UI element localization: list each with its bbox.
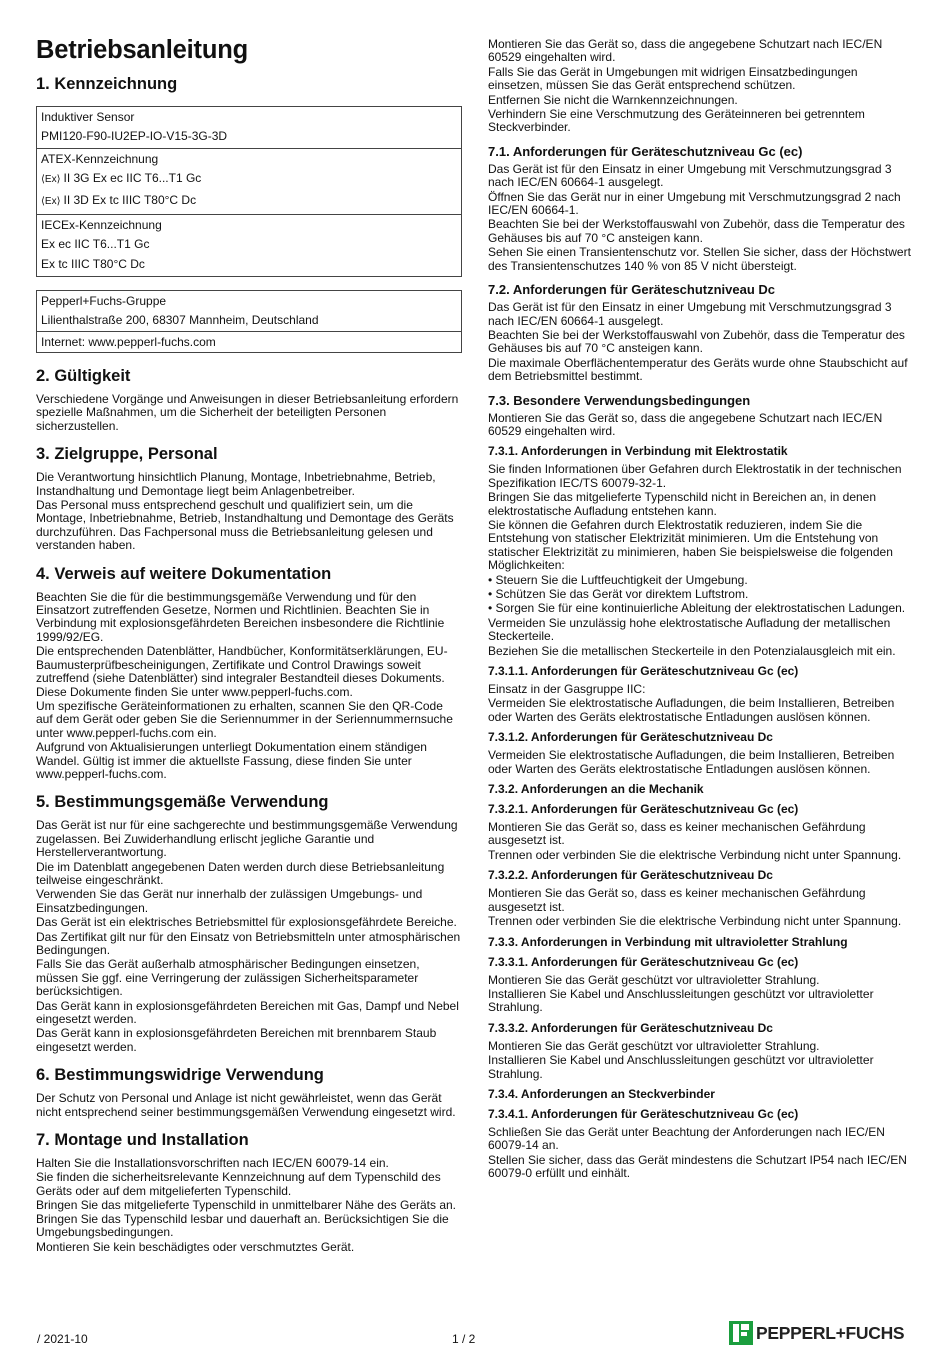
paragraph: Das Gerät ist nur für eine sachgerechte und bestimmungsgemäße Verwendung zugelassen. Bei Zuwiderhandlung erlischt jegliche Garantie und Herstellerverantwortung. — [36, 818, 458, 860]
paragraph: Halten Sie die Installationsvorschriften nach IEC/EN 60079-14 ein. — [36, 1156, 389, 1171]
marking-table — [36, 106, 462, 277]
paragraph: Falls Sie das Gerät außerhalb atmosphärischer Bedingungen einsetzen, müssen Sie ggf. eine Verringerung der zulässigen Sicherheitsparameter berücksichtigen. — [36, 957, 420, 999]
paragraph: Beachten Sie bei der Werkstoffauswahl von Zubehör, dass die Temperatur des Gehäuses bis auf 70 °C ansteigen kann. — [488, 217, 905, 245]
paragraph: Verschiedene Vorgänge und Anweisungen in dieser Betriebsanleitung erfordern spezielle Maßnahmen, um die Sicherheit der beteiligten Personen sicherzustellen. — [36, 392, 459, 433]
paragraph: Vermeiden Sie elektrostatische Aufladungen, die beim Installieren, Betreiben oder Warten des Geräts elektrostatische Entladungen auslösen können. — [488, 696, 895, 724]
section-7-1-heading: 7.1. Anforderungen für Geräteschutzniveau Gc (ec) — [488, 143, 803, 159]
bullet-item: • Schützen Sie das Gerät vor direktem Luftstrom. — [488, 587, 749, 601]
paragraph: Montieren Sie das Gerät geschützt vor ultravioletter Strahlung. — [488, 972, 820, 987]
logo-text: PEPPERL+FUCHS — [756, 1322, 905, 1343]
paragraph: Das Gerät ist für den Einsatz in einer Umgebung mit Verschmutzungsgrad 3 nach IEC/EN 60664-1 ausgelegt. — [488, 161, 892, 190]
paragraph: Beachten Sie bei der Werkstoffauswahl von Zubehör, dass die Temperatur des Gehäuses bis auf 70 °C ansteigen kann. — [488, 327, 905, 356]
paragraph: Montieren Sie das Gerät geschützt vor ultravioletter Strahlung. — [488, 1038, 820, 1053]
paragraph: Einsatz in der Gasgruppe IIC: — [488, 682, 646, 697]
paragraph: Das Gerät kann in explosionsgefährdeten Bereichen mit Gas, Dampf und Nebel eingesetzt werden. — [36, 998, 459, 1027]
paragraph: Trennen oder verbinden Sie die elektrische Verbindung nicht unter Spannung. — [488, 847, 902, 862]
paragraph: Die im Datenblatt angegebenen Daten werden durch diese Betriebsanleitung teilweise eingeschränkt. — [36, 859, 445, 887]
paragraph: Um spezifische Geräteinformationen zu erhalten, scannen Sie den QR-Code auf dem Gerät oder geben Sie die Seriennummer in der Seriennummernsuche unter www.pepperl-fuchs.com ein. — [36, 698, 453, 740]
company-logo — [729, 1320, 904, 1346]
paragraph: Aufgrund von Aktualisierungen unterliegt Dokumentation einem ständigen Wandel. Gültig ist immer die aktuellste Fassung, diese finden Sie unter www.pepperl-fuchs.com. — [36, 740, 427, 781]
sensor-label: Induktiver Sensor — [41, 110, 135, 124]
ex-icon: ⟨Ex⟩ — [41, 196, 61, 207]
paragraph: Installieren Sie Kabel und Anschlussleitungen geschützt vor ultravioletter Strahlung. — [488, 986, 874, 1015]
section-7-3-2-2-heading: 7.3.2.2. Anforderungen für Geräteschutzniveau Dc — [488, 868, 773, 883]
atex-gas-marking: ⟨Ex⟩ II 3G Ex ec IIC T6...T1 Gc — [41, 170, 202, 185]
iecex-gas-marking: Ex ec IIC T6...T1 Gc — [41, 236, 150, 251]
paragraph: Sehen Sie einen Transientenschutz vor. Stellen Sie sicher, dass der Höchstwert des Transientenschutzes 140 % von 85 V nicht übersteigt. — [488, 245, 911, 273]
manufacturer-table — [36, 290, 462, 354]
section-7-3-4-1-heading: 7.3.4.1. Anforderungen für Geräteschutzniveau Gc (ec) — [488, 1106, 799, 1121]
atex-label: ATEX-Kennzeichnung — [41, 151, 159, 166]
sensor-type: PMI120-F90-IU2EP-IO-V15-3G-3D — [41, 129, 228, 143]
paragraph: Das Gerät ist ein elektrisches Betriebsmittel für explosionsgefährdete Bereiche. — [36, 915, 457, 930]
paragraph: Montieren Sie das Gerät so, dass die angegebene Schutzart nach IEC/EN 60529 eingehalten wird. — [488, 37, 883, 65]
section-7-3-2-heading: 7.3.2. Anforderungen an die Mechanik — [488, 782, 704, 797]
section-7-3-1-2-heading: 7.3.1.2. Anforderungen für Geräteschutzniveau Dc — [488, 730, 773, 745]
paragraph: Stellen Sie sicher, dass das Gerät mindestens die Schutzart IP54 nach IEC/EN 60079-0 erfüllt und einhält. — [488, 1152, 907, 1181]
paragraph: Montieren Sie das Gerät so, dass es keiner mechanischen Gefährdung ausgesetzt ist. — [488, 820, 866, 848]
section-7-3-1-1-heading: 7.3.1.1. Anforderungen für Geräteschutzniveau Gc (ec) — [488, 664, 799, 679]
manufacturer-name: Pepperl+Fuchs-Gruppe — [41, 293, 167, 308]
manufacturer-address: Lilienthalstraße 200, 68307 Mannheim, Deutschland — [41, 312, 319, 327]
iecex-label: IECEx-Kennzeichnung — [41, 217, 162, 232]
paragraph: Verhindern Sie eine Verschmutzung des Geräteinneren bei getrenntem Steckverbinder. — [488, 107, 865, 135]
section-7-3-3-1-heading: 7.3.3.1. Anforderungen für Geräteschutzniveau Gc (ec) — [488, 954, 799, 969]
ex-icon: ⟨Ex⟩ — [41, 173, 61, 185]
paragraph: Das Zertifikat gilt nur für den Einsatz von Betriebsmitteln unter atmosphärischen Bedingungen. — [36, 929, 461, 957]
section-7-2-heading: 7.2. Anforderungen für Geräteschutzniveau Dc — [488, 282, 776, 298]
paragraph: Beachten Sie die für die bestimmungsgemäße Verwendung und für den Einsatzort zutreffenden Gesetze, Normen und Richtlinien. Beachten Sie in Verbindung mit explosionsgefährdeten Bereichen insbesondere die Richtlinie 1999/92/EG. — [36, 589, 445, 644]
iecex-dust-marking: Ex tc IIIC T80°C Dc — [41, 257, 145, 271]
paragraph: Sie finden die sicherheitsrelevante Kennzeichnung auf dem Typenschild des Geräts oder auf dem mitgelieferten Typenschild. — [36, 1170, 441, 1198]
paragraph: Die Verantwortung hinsichtlich Planung, Montage, Inbetriebnahme, Betrieb, Instandhaltung und Demontage liegt beim Anlagenbetreiber. — [36, 470, 436, 498]
paragraph: Das Gerät kann in explosionsgefährdeten Bereichen mit brennbarem Staub eingesetzt werden. — [36, 1026, 437, 1054]
marking-cell-iecex — [37, 214, 462, 276]
paragraph: Öffnen Sie das Gerät nur in einer Umgebung mit Verschmutzungsgrad 2 nach IEC/EN 60664-1. — [488, 189, 901, 218]
section-7-3-1-heading: 7.3.1. Anforderungen in Verbindung mit Elektrostatik — [488, 444, 788, 459]
section-1-heading: 1. Kennzeichnung — [36, 75, 178, 93]
section-7-3-heading: 7.3. Besondere Verwendungsbedingungen — [488, 392, 751, 408]
paragraph: Montieren Sie kein beschädigtes oder verschmutztes Gerät. — [36, 1239, 355, 1254]
paragraph: Montieren Sie das Gerät so, dass es keiner mechanischen Gefährdung ausgesetzt ist. — [488, 886, 866, 914]
manufacturer-cell — [37, 290, 462, 332]
paragraph: Montieren Sie das Gerät so, dass die angegebene Schutzart nach IEC/EN 60529 eingehalten wird. — [488, 410, 883, 438]
paragraph: Falls Sie das Gerät in Umgebungen mit widrigen Einsatzbedingungen einsetzen, müssen Sie das Gerät entsprechend schützen. — [488, 64, 858, 93]
paragraph: Bringen Sie das mitgelieferte Typenschild nicht in Bereichen an, in denen elektrostatische Aufladung entstehen kann. — [488, 490, 877, 518]
bullet-item: • Sorgen Sie für eine kontinuierliche Ableitung der elektrostatischen Ladungen. — [488, 601, 906, 616]
section-7-3-3-2-heading: 7.3.3.2. Anforderungen für Geräteschutzniveau Dc — [488, 1020, 773, 1035]
section-7-3-2-1-heading: 7.3.2.1. Anforderungen für Geräteschutzniveau Gc (ec) — [488, 802, 799, 817]
paragraph: Schließen Sie das Gerät unter Beachtung der Anforderungen nach IEC/EN 60079-14 an. — [488, 1124, 885, 1153]
paragraph: Verwenden Sie das Gerät nur innerhalb der zulässigen Umgebungs- und Einsatzbedingungen. — [36, 887, 423, 915]
bullet-item: • Steuern Sie die Luftfeuchtigkeit der Umgebung. — [488, 572, 748, 587]
footer-date: / 2021-10 — [37, 1332, 88, 1346]
right-column — [488, 38, 914, 1182]
document-title: Betriebsanleitung — [36, 36, 248, 64]
section-6-heading: 6. Bestimmungswidrige Verwendung — [36, 1066, 324, 1085]
paragraph: Beziehen Sie die metallischen Steckerteile in den Potenzialausgleich mit ein. — [488, 643, 896, 658]
paragraph: Bringen Sie das mitgelieferte Typenschild in unmittelbarer Nähe des Geräts an. Bringen Sie das Typenschild lesbar und dauerhaft an. Berücksichtigen Sie die Umgebungsbedingungen. — [36, 1198, 457, 1240]
marking-cell-atex — [37, 148, 462, 214]
paragraph: Der Schutz von Personal und Anlage ist nicht gewährleistet, wenn das Gerät nicht entsprechend seiner bestimmungsgemäßen Verwendung eingesetzt wird. — [36, 1091, 456, 1119]
paragraph: Trennen oder verbinden Sie die elektrische Verbindung nicht unter Spannung. — [488, 914, 902, 929]
section-3-heading: 3. Zielgruppe, Personal — [36, 445, 218, 464]
paragraph: Das Gerät ist für den Einsatz in einer Umgebung mit Verschmutzungsgrad 3 nach IEC/EN 60664-1 ausgelegt. — [488, 300, 892, 328]
paragraph: Das Personal muss entsprechend geschult und qualifiziert sein, um die Montage, Inbetriebnahme, Betrieb, Instandhaltung und Demontage des Geräts durchzuführen. Das Fachpersonal muss die Betriebsanleitung gelesen und verstanden haben. — [36, 498, 454, 553]
section-7-heading: 7. Montage und Installation — [36, 1131, 249, 1150]
paragraph: Die entsprechenden Datenblätter, Handbücher, Konformitätserklärungen, EU-Baumusterprüfbescheinigungen, Zertifikate und Control Drawings soweit zutreffend (siehe Datenblätter) sind integraler Bestandteil dieses Dokuments. Diese Dokumente finden Sie unter www.pepperl-fuchs.com. — [36, 644, 448, 699]
paragraph: Installieren Sie Kabel und Anschlussleitungen geschützt vor ultravioletter Strahlung. — [488, 1053, 874, 1081]
section-4-heading: 4. Verweis auf weitere Dokumentation — [36, 564, 332, 583]
section-7-3-4-heading: 7.3.4. Anforderungen an Steckverbinder — [488, 1086, 715, 1101]
left-column — [36, 36, 462, 1255]
manufacturer-web-cell — [37, 332, 462, 353]
marking-cell-sensor — [37, 107, 462, 149]
page-number: 1 / 2 — [452, 1332, 476, 1346]
paragraph: Entfernen Sie nicht die Warnkennzeichnungen. — [488, 92, 738, 107]
paragraph: Sie finden Informationen über Gefahren durch Elektrostatik in der technischen Spezifikation IEC/TS 60079-32-1. — [488, 462, 902, 490]
paragraph: Vermeiden Sie elektrostatische Aufladungen, die beim Installieren, Betreiben oder Warten des Geräts elektrostatische Entladungen auslösen können. — [488, 748, 895, 776]
section-5-heading: 5. Bestimmungsgemäße Verwendung — [36, 793, 329, 812]
logo-icon — [729, 1321, 753, 1345]
atex-dust-marking: ⟨Ex⟩ II 3D Ex tc IIIC T80°C Dc — [41, 193, 197, 207]
section-2-heading: 2. Gültigkeit — [36, 367, 131, 385]
paragraph: Die maximale Oberflächentemperatur des Geräts wurde ohne Staubschicht auf dem Betriebsmittel bestimmt. — [488, 355, 908, 384]
paragraph: Vermeiden Sie unzulässig hohe elektrostatische Aufladung der metallischen Steckerteile. — [488, 615, 891, 644]
paragraph: Sie können die Gefahren durch Elektrostatik reduzieren, indem Sie die Entstehung von statischer Elektrizität minimieren. Um die Entstehung von statischer Elektrizität zu minimieren, haben Sie beispielsweise die folgenden Möglichkeiten: — [488, 517, 893, 573]
manufacturer-internet: Internet: www.pepperl-fuchs.com — [41, 335, 216, 349]
section-7-3-3-heading: 7.3.3. Anforderungen in Verbindung mit ultravioletter Strahlung — [488, 934, 848, 949]
